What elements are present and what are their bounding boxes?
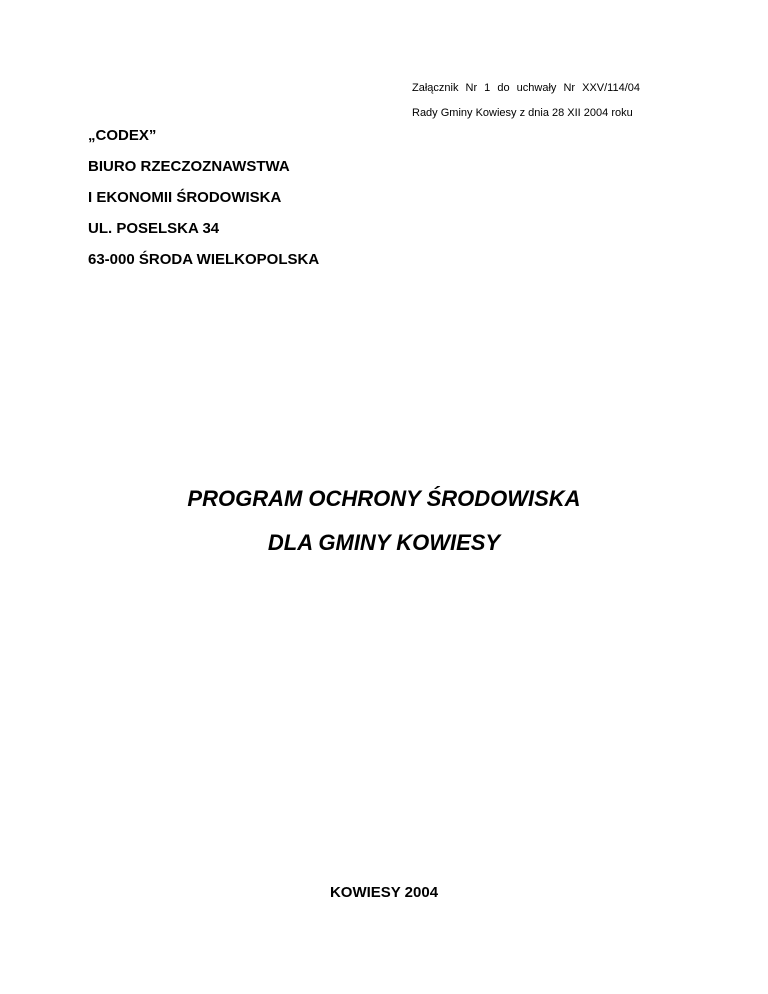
organization-name: „CODEX” bbox=[88, 127, 157, 144]
organization-header bbox=[88, 126, 319, 281]
footer-place-year: KOWIESY 2004 bbox=[329, 884, 439, 901]
organization-line-office: BIURO RZECZOZNAWSTWA bbox=[88, 158, 290, 175]
document-title-line2: DLA GMINY KOWIESY bbox=[267, 530, 501, 555]
annex-reference bbox=[412, 80, 640, 121]
organization-postal-city: 63-000 ŚRODA WIELKOPOLSKA bbox=[88, 251, 320, 268]
annex-resolution-line: Załącznik Nr 1 do uchwały Nr XXV/114/04 bbox=[412, 82, 640, 94]
document-title-line1: PROGRAM OCHRONY ŚRODOWISKA bbox=[187, 486, 581, 511]
annex-council-date-line: Rady Gminy Kowiesy z dnia 28 XII 2004 roku bbox=[412, 107, 633, 119]
organization-line-economics: I EKONOMII ŚRODOWISKA bbox=[88, 189, 282, 206]
organization-street-address: UL. POSELSKA 34 bbox=[88, 220, 220, 237]
